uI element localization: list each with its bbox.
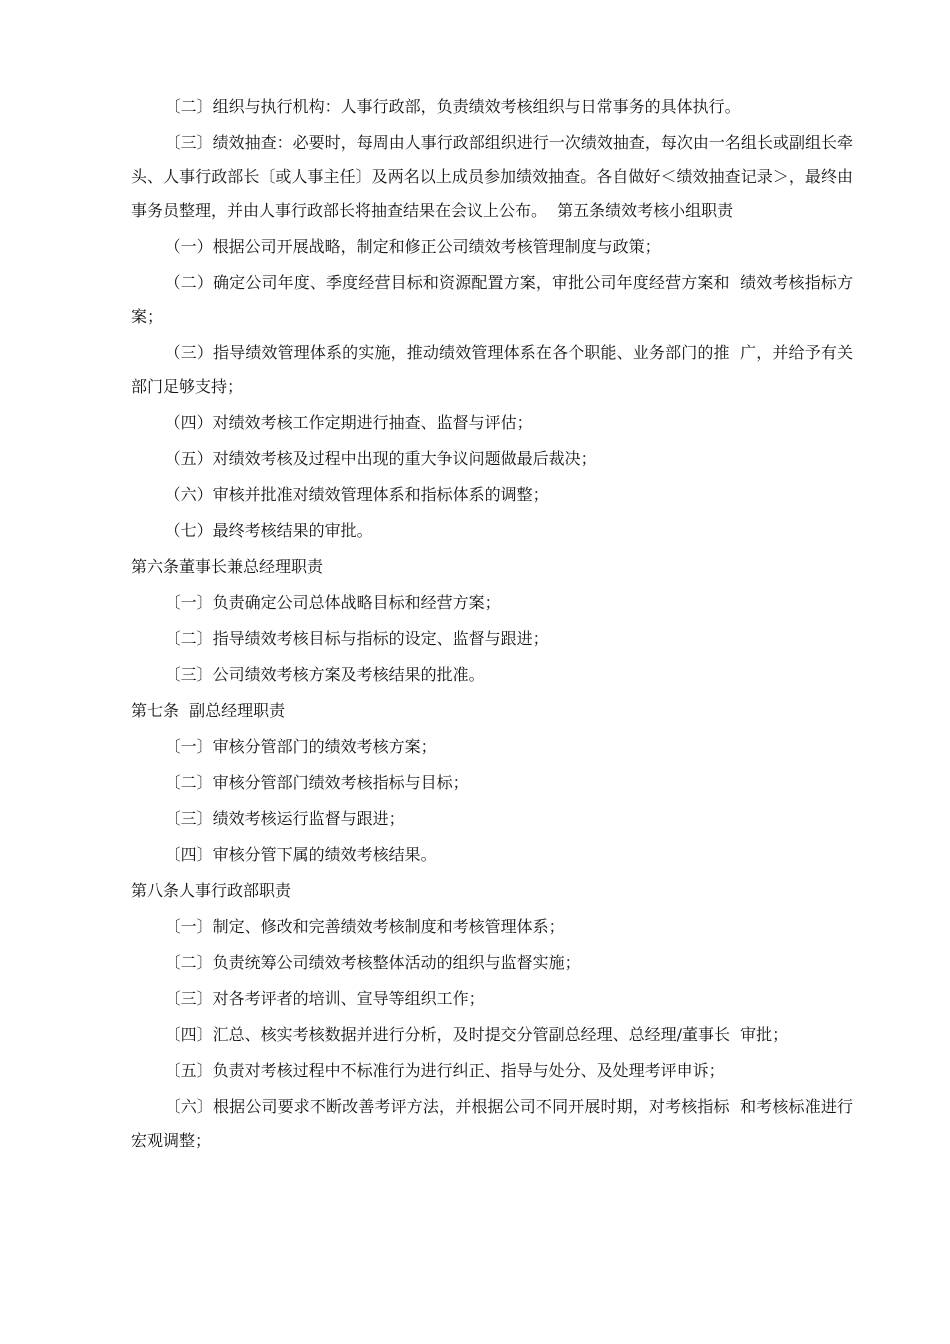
section-heading-7: 第七条 副总经理职责 (131, 701, 286, 720)
paragraph-2: 〔三〕绩效抽查：必要时，每周由人事行政部组织进行一次绩效抽查，每次由一名组长或副组长牵头、人事行政部长〔或人事主任〕及两名以上成员参加绩效抽查。各自做好＜绩效抽查记录＞，最终由事务员整理，并由人事行政部长将抽查结果在会议上公布。 第五条绩效考核小组职责 (131, 133, 853, 220)
paragraph-23: 〔四〕汇总、核实考核数据并进行分析，及时提交分管副总经理、总经理/董事长 审批； (164, 1025, 789, 1044)
paragraph-20: 〔一〕制定、修改和完善绩效考核制度和考核管理体系； (164, 917, 565, 936)
section-heading-6: 第六条董事长兼总经理职责 (131, 557, 324, 576)
paragraph-24: 〔五〕负责对考核过程中不标准行为进行纠正、指导与处分、及处理考评申诉； (164, 1061, 725, 1080)
paragraph-4: （二）确定公司年度、季度经营目标和资源配置方案，审批公司年度经营方案和 绩效考核指标方案； (131, 273, 853, 326)
paragraph-1: 〔二〕组织与执行机构：人事行政部，负责绩效考核组织与日常事务的具体执行。 (164, 97, 741, 116)
paragraph-8: （六）审核并批准对绩效管理体系和指标体系的调整； (164, 485, 549, 504)
section-heading-8: 第八条人事行政部职责 (131, 881, 292, 900)
paragraph-12: 〔二〕指导绩效考核目标与指标的设定、监督与跟进； (164, 629, 549, 648)
paragraph-11: 〔一〕负责确定公司总体战略目标和经营方案； (164, 593, 501, 612)
paragraph-15: 〔一〕审核分管部门的绩效考核方案； (164, 737, 437, 756)
paragraph-25: 〔六〕根据公司要求不断改善考评方法，并根据公司不同开展时期，对考核指标 和考核标准进行宏观调整； (131, 1097, 853, 1150)
paragraph-13: 〔三〕公司绩效考核方案及考核结果的批准。 (164, 665, 485, 684)
paragraph-22: 〔三〕对各考评者的培训、宣导等组织工作； (164, 989, 485, 1008)
paragraph-16: 〔二〕审核分管部门绩效考核指标与目标； (164, 773, 469, 792)
paragraph-21: 〔二〕负责统筹公司绩效考核整体活动的组织与监督实施； (164, 953, 581, 972)
paragraph-3: （一）根据公司开展战略，制定和修正公司绩效考核管理制度与政策； (164, 237, 661, 256)
paragraph-9: （七）最终考核结果的审批。 (164, 521, 373, 540)
document-body (131, 90, 853, 1158)
paragraph-6: （四）对绩效考核工作定期进行抽查、监督与评估； (164, 413, 533, 432)
paragraph-17: 〔三〕绩效考核运行监督与跟进； (164, 809, 405, 828)
paragraph-7: （五）对绩效考核及过程中出现的重大争议问题做最后裁决； (164, 449, 597, 468)
paragraph-18: 〔四〕审核分管下属的绩效考核结果。 (164, 845, 437, 864)
paragraph-5: （三）指导绩效管理体系的实施，推动绩效管理体系在各个职能、业务部门的推 广，并给予有关部门足够支持； (131, 343, 853, 396)
